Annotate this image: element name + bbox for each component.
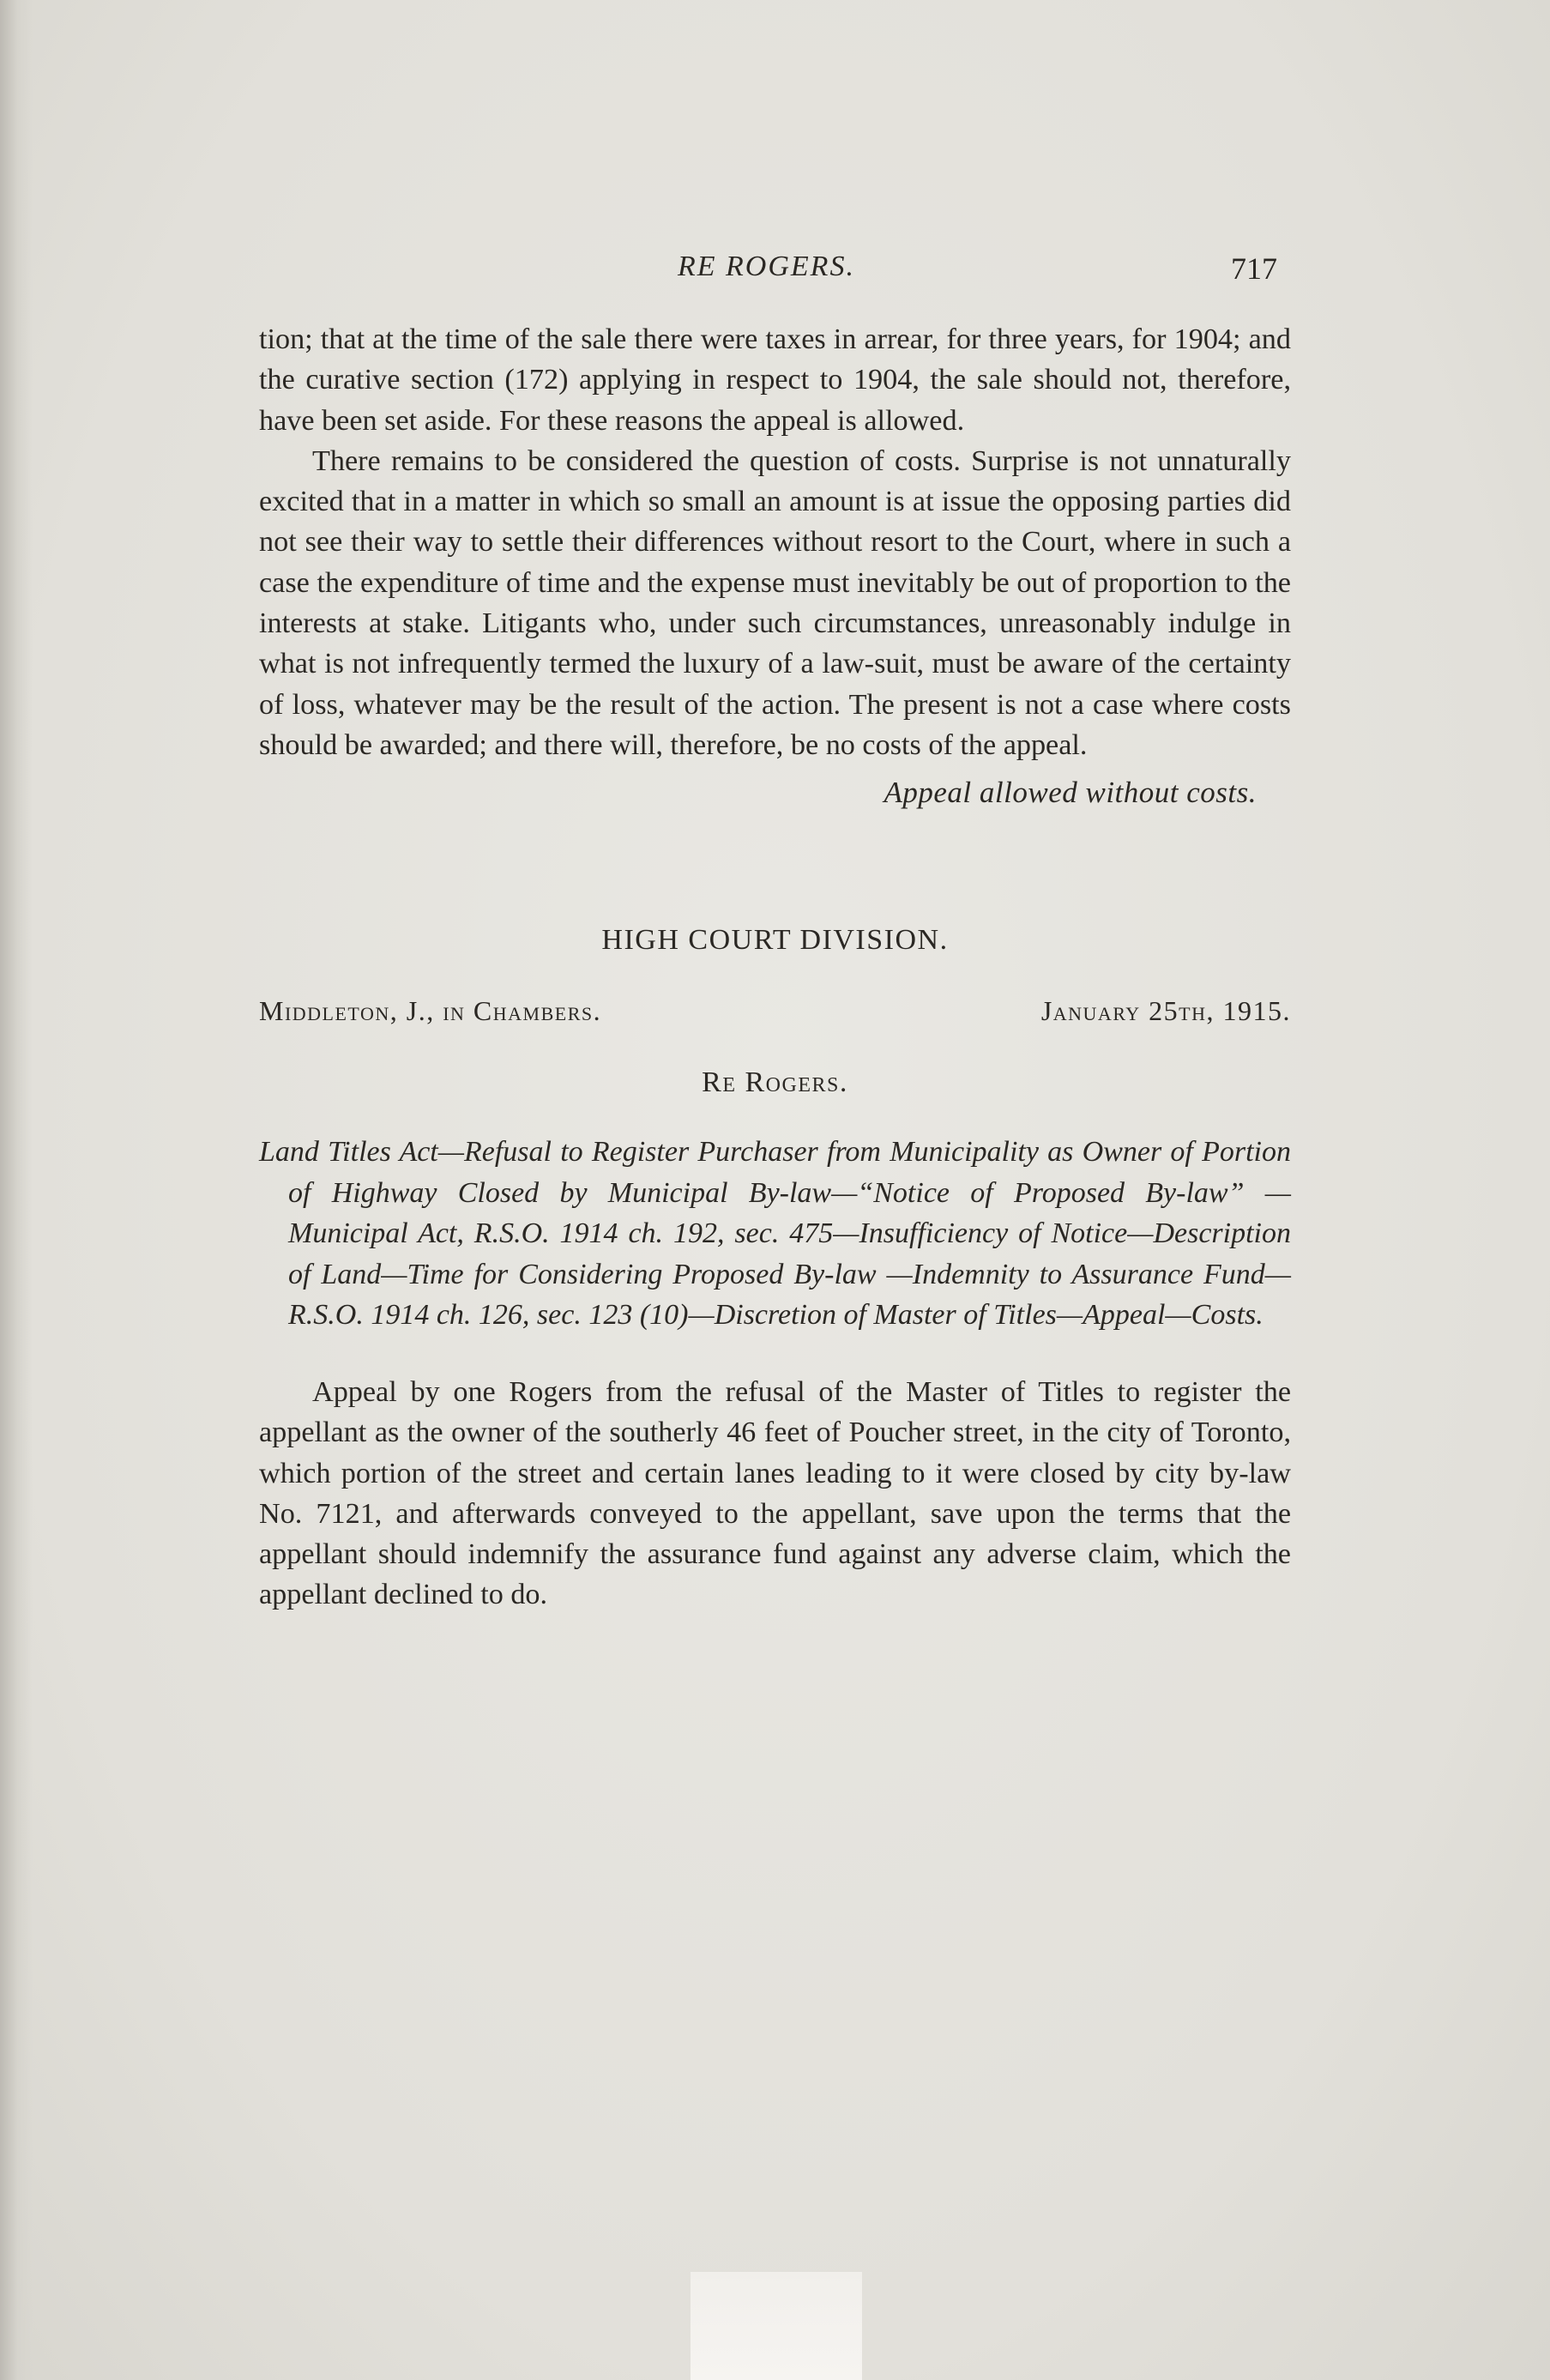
division-heading: HIGH COURT DIVISION. (601, 923, 949, 956)
court-line (259, 991, 1291, 1031)
headnote-text: Land Titles Act—Refusal to Register Purchaser from Municipality as Owner of Portion of Highway Closed by Municipal By-law—“Notice of Proposed By-law” — Municipal Act, R.S.O. 1914 ch. 192, sec. 475—Insufficiency of Notice—Description of Land—Time for Considering Proposed By-law —Indemnity to Assurance Fund—R.S.O. 1914 ch. 126, sec. 123 (10)—Discretion of Master of Titles—Appeal—Costs. (259, 1136, 1291, 1332)
case-name: Re Rogers. (702, 1066, 848, 1099)
running-head: RE ROGERS. (678, 251, 855, 282)
judge-chambers: Middleton, J., in Chambers. (259, 994, 602, 1026)
page-number: 717 (1231, 251, 1277, 286)
continuation-paragraph: tion; that at the time of the sale there were taxes in arrear, for three years, for 1904; and the curative section (172) applying in respect to 1904, the sale should not, therefore, have been set aside. For these reasons the appeal is allowed. (259, 323, 1291, 437)
headnote (259, 1132, 1291, 1336)
statement-paragraph: Appeal by one Rogers from the refusal of the Master of Titles to register the appellant as the owner of the southerly 46 feet of Poucher street, in the city of Toronto, which portion of the street and certain lanes leading to it were closed by city by-law No. 7121, and afterwards conveyed to the appellant, save upon the terms that the appellant should indemnify the assurance fund against any adverse claim, which the appellant declined to do. (259, 1375, 1291, 1611)
costs-paragraph: There remains to be considered the question of costs. Surprise is not unnaturally excited that in a matter in which so small an amount is at issue the opposing parties did not see their way to settle their differences without resort to the Court, where in such a case the expenditure of time and the expense must inevitably be out of proportion to the interests at stake. Litigants who, under such circumstances, unreasonably indulge in what is not infrequently termed the luxury of a law-suit, must be aware of the certainty of loss, whatever may be the result of the action. The present is not a case where costs should be awarded; and there will, therefore, be no costs of the appeal. (259, 444, 1291, 761)
page-header (0, 251, 1550, 292)
decision-date: January 25th, 1915. (1040, 994, 1291, 1026)
binding-shadow (0, 0, 33, 2380)
paper-light-patch (691, 2272, 862, 2380)
page-body (259, 319, 1291, 1616)
disposition-line: Appeal allowed without costs. (884, 776, 1257, 810)
